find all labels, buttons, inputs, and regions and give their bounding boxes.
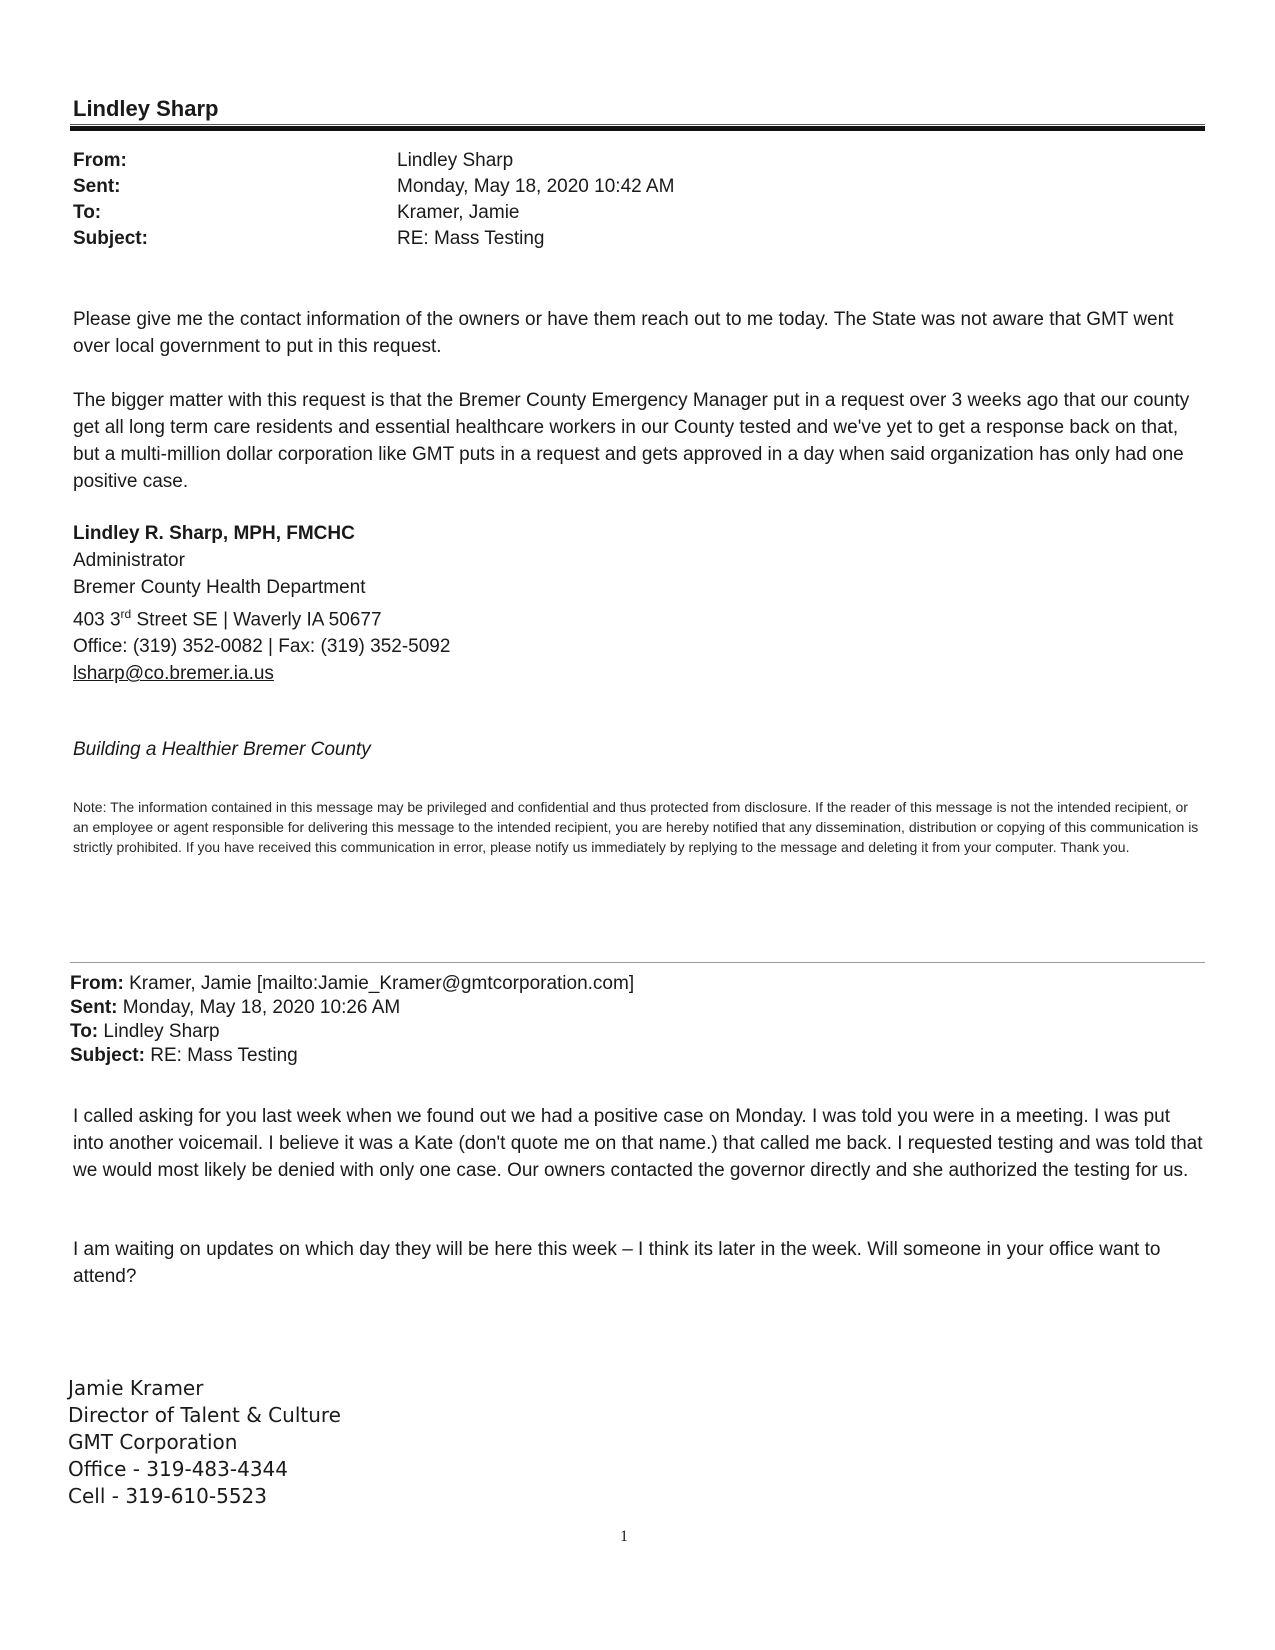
original-subject-line — [70, 1043, 298, 1068]
original-paragraph-1: I called asking for you last week when we found out we had a positive case on Monday. I was told you were in a meeting. I was put into another voicemail. I believe it was a Kate (don't quote me on that name.) that called me back. I requested testing and was told that we would most likely be denied with only one case. Our owners contacted the governor directly and she authorized the testing for us. — [73, 1106, 1203, 1181]
original-signature-company: GMT Corporation — [68, 1430, 238, 1454]
reply-paragraph-2: The bigger matter with this request is that the Bremer County Emergency Manager put in a request over 3 weeks ago that our county get all long term care residents and essential healthcare workers in our County tested and we've yet to get a response back on that, but a multi-million dollar corporation like GMT puts in a request and gets approved in a day when said organization has only had one positive case. — [73, 390, 1190, 492]
message-separator — [70, 962, 1205, 963]
original-subject-label: Subject: — [70, 1045, 145, 1066]
original-paragraph-2: I am waiting on updates on which day they will be here this week – I think its later in the week. Will someone in your office want to attend? — [73, 1239, 1161, 1287]
original-signature-name: Jamie Kramer — [68, 1376, 204, 1400]
address-ordinal: rd — [120, 607, 132, 621]
heading-rule-thin — [70, 124, 1205, 125]
original-from-label: From: — [70, 973, 124, 994]
confidentiality-note: Note: The information contained in this message may be privileged and confidential and thus protected from disclosure. If the reader of this message is not the intended recipient, or an employee or agent responsible for delivering this message to the intended recipient, you are hereby notified that any dissemination, distribution or copying of this communication is strictly prohibited. If you have received this communication in error, please notify us immediately by replying to the message and deleting it from your computer. Thank you. — [73, 799, 1199, 855]
original-from-value: Kramer, Jamie [mailto:Jamie_Kramer@gmtcorporation.com] — [123, 973, 635, 994]
to-label: To: — [73, 202, 102, 223]
signature-title: Administrator — [73, 550, 185, 571]
address-rest: Street SE | Waverly IA 50677 — [131, 609, 382, 631]
original-to-line — [70, 1019, 220, 1044]
original-to-value: Lindley Sharp — [98, 1021, 220, 1042]
signature-name: Lindley R. Sharp, MPH, FMCHC — [73, 523, 355, 544]
original-signature — [68, 1375, 341, 1510]
from-label: From: — [73, 150, 127, 171]
subject-value: RE: Mass Testing — [397, 228, 545, 249]
original-subject-value: RE: Mass Testing — [144, 1045, 298, 1066]
signature-address — [73, 601, 450, 633]
original-signature-office: Office - 319-483-4344 — [68, 1457, 288, 1481]
address-number: 403 3 — [73, 609, 121, 631]
original-signature-cell: Cell - 319-610-5523 — [68, 1484, 267, 1508]
from-value: Lindley Sharp — [397, 150, 514, 171]
page-number: 1 — [620, 1528, 628, 1545]
original-to-label: To: — [70, 1021, 99, 1042]
original-from-line — [70, 971, 634, 996]
signature-phone: Office: (319) 352-0082 | Fax: (319) 352-5092 — [73, 636, 451, 658]
original-signature-title: Director of Talent & Culture — [68, 1403, 341, 1427]
subject-label: Subject: — [73, 228, 148, 249]
reply-signature — [73, 520, 450, 687]
mailbox-owner-name: Lindley Sharp — [73, 96, 219, 121]
heading-rule — [70, 126, 1205, 131]
original-sent-label: Sent: — [70, 997, 118, 1018]
signature-org: Bremer County Health Department — [73, 577, 366, 598]
to-value: Kramer, Jamie — [397, 202, 520, 223]
sent-label: Sent: — [73, 176, 121, 197]
sent-value: Monday, May 18, 2020 10:42 AM — [397, 176, 675, 197]
signature-motto: Building a Healthier Bremer County — [73, 739, 371, 760]
original-sent-value: Monday, May 18, 2020 10:26 AM — [117, 997, 401, 1018]
signature-email-link[interactable]: lsharp@co.bremer.ia.us — [73, 663, 274, 685]
original-sent-line — [70, 995, 400, 1020]
reply-paragraph-1: Please give me the contact information of the owners or have them reach out to me today. The State was not aware that GMT went over local government to put in this request. — [73, 309, 1174, 357]
